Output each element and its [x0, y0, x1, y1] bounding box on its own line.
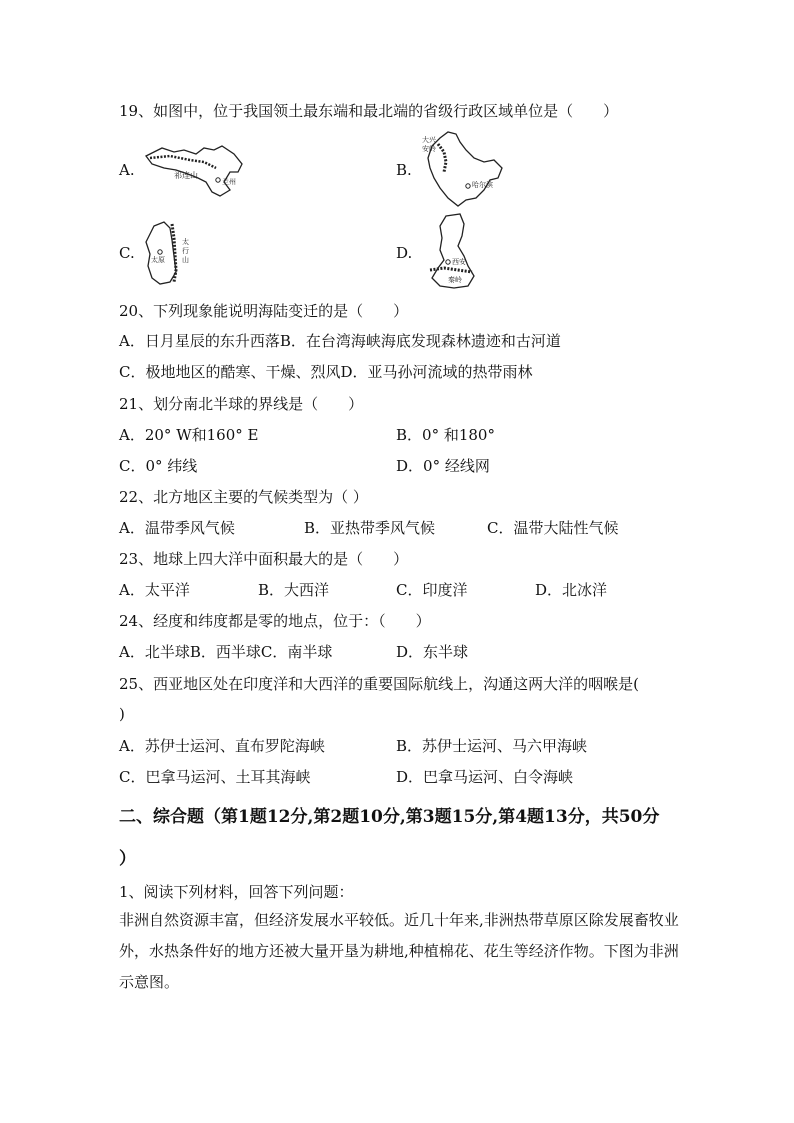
map-heilongjiang — [418, 128, 508, 210]
mountain-range-icon — [172, 224, 176, 282]
q23-option-a: A．太平洋 — [119, 581, 190, 599]
map-c-mountain-label-2: 行 — [182, 247, 189, 255]
city-marker-icon — [158, 250, 162, 254]
q23-stem: 23、地球上四大洋中面积最大的是（ ） — [119, 550, 409, 568]
q22-option-c: C．温带大陆性气候 — [487, 519, 619, 537]
map-a-mountain-label: 祁连山 — [174, 171, 198, 180]
q25-option-a: A．苏伊士运河、直布罗陀海峡 — [119, 737, 325, 755]
q21-option-b: B．0° 和180° — [396, 426, 495, 444]
city-marker-icon — [216, 178, 220, 182]
q21-stem: 21、划分南北半球的界线是（ ） — [119, 395, 364, 413]
q19-option-a: A. — [119, 161, 135, 179]
q25-stem-line1: 25、西亚地区处在印度洋和大西洋的重要国际航线上，沟通这两大洋的咽喉是( — [119, 675, 639, 693]
q22-stem: 22、北方地区主要的气候类型为（ ） — [119, 488, 368, 506]
q22-option-b: B．亚热带季风气候 — [304, 519, 436, 537]
q25-option-c: C．巴拿马运河、土耳其海峡 — [119, 768, 311, 786]
map-c-city-label: 太原 — [151, 256, 165, 264]
q20-options-line1: A．日月星辰的东升西落B．在台湾海峡海底发现森林遗迹和古河道 — [119, 332, 561, 350]
map-b-mountain-label-2: 安岭 — [422, 145, 436, 153]
map-c-mountain-label-3: 山 — [182, 256, 189, 264]
q20-options-line2: C．极地地区的酷寒、干燥、烈风D．亚马孙河流域的热带雨林 — [119, 363, 533, 381]
q21-option-c: C．0° 纬线 — [119, 457, 198, 475]
map-b-mountain-label-1: 大兴 — [422, 136, 436, 144]
map-d-mountain-label: 秦岭 — [448, 276, 462, 284]
map-gansu — [140, 138, 250, 200]
q1-stem: 1、阅读下列材料，回答下列问题： — [119, 883, 354, 901]
q24-option-d: D．东半球 — [396, 643, 469, 661]
q25-stem-line2: ) — [119, 705, 125, 723]
q19-stem: 19、如图中，位于我国领土最东端和最北端的省级行政区域单位是（ ） — [119, 102, 619, 120]
map-d-city-label: 西安 — [452, 258, 466, 266]
q20-stem: 20、下列现象能说明海陆变迁的是（ ） — [119, 302, 409, 320]
section-heading-line2: ） — [119, 849, 136, 869]
q23-option-c: C．印度洋 — [396, 581, 468, 599]
q24-stem: 24、经度和纬度都是零的地点，位于：（ ） — [119, 612, 431, 630]
q1-paragraph: 非洲自然资源丰富，但经济发展水平较低。近几十年来,非洲热带草原区除发展畜牧业外，水热条件好的地方还被大量开垦为耕地,种植棉花、花生等经济作物。下图为非洲示意图。 — [119, 911, 679, 991]
map-c-mountain-label-1: 太 — [182, 238, 189, 246]
map-shaanxi — [418, 210, 488, 292]
city-marker-icon — [446, 260, 450, 264]
q21-option-a: A．20° W和160° E — [119, 426, 259, 444]
q19-option-c: C. — [119, 244, 135, 262]
q19-option-b: B. — [396, 161, 412, 179]
map-b-city-label: 哈尔滨 — [472, 181, 493, 189]
q23-option-d: D．北冰洋 — [535, 581, 608, 599]
q24-options-abc: A．北半球B．西半球C．南半球 — [119, 643, 333, 661]
q22-option-a: A．温带季风气候 — [119, 519, 235, 537]
section-heading-line1: 二、综合题（第1题12分,第2题10分,第3题15分,第4题13分，共50分 — [119, 807, 660, 827]
q25-option-d: D．巴拿马运河、白令海峡 — [396, 768, 574, 786]
q21-option-d: D．0° 经线网 — [396, 457, 490, 475]
map-a-city-label: 兰州 — [222, 178, 236, 186]
q23-option-b: B．大西洋 — [258, 581, 330, 599]
mountain-range-icon — [438, 144, 446, 172]
q19-option-d: D. — [396, 244, 413, 262]
q25-option-b: B．苏伊士运河、马六甲海峡 — [396, 737, 588, 755]
map-shanxi — [140, 216, 196, 288]
city-marker-icon — [466, 184, 470, 188]
